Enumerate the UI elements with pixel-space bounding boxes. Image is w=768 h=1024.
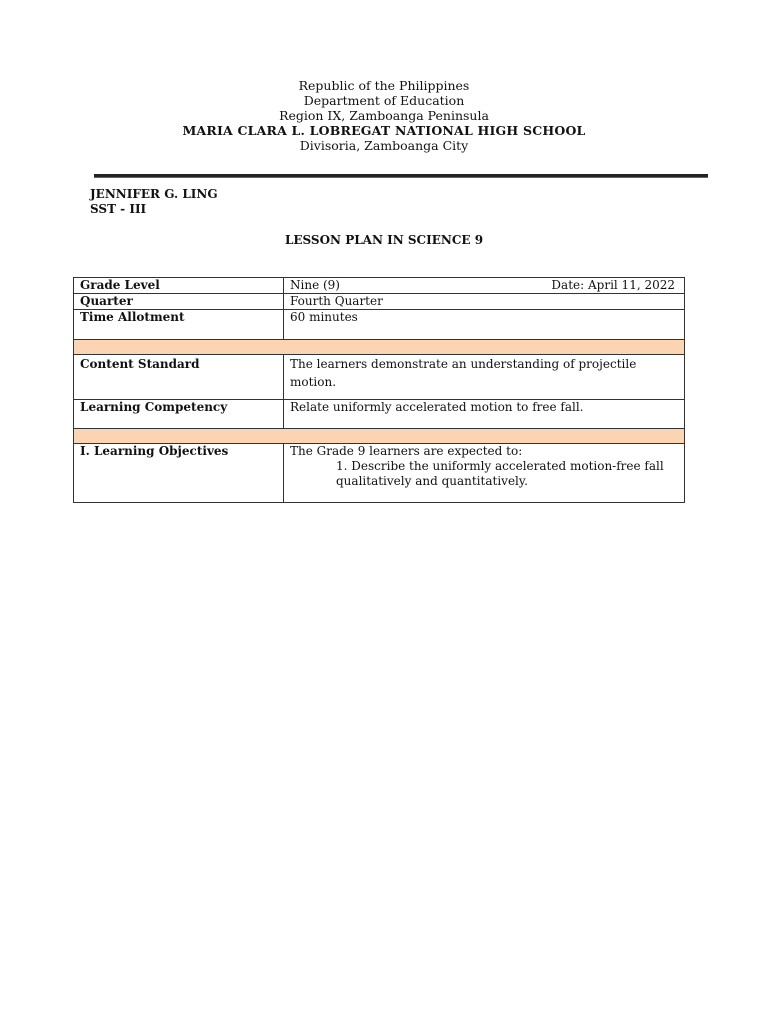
header-department: Department of Education: [303, 93, 465, 108]
quarter-value: Fourth Quarter: [284, 294, 685, 310]
content-standard-label: [74, 355, 284, 400]
lesson-date: Date: April 11, 2022: [551, 278, 675, 292]
lesson-plan-title: LESSON PLAN IN SCIENCE 9: [284, 233, 484, 247]
section-band-cell: [74, 340, 685, 355]
header-divider: [94, 174, 708, 177]
learning-objectives-cell: [284, 444, 685, 503]
lesson-plan-table: [73, 277, 685, 503]
author-name: JENNIFER G. LING: [90, 187, 218, 201]
objective-item: 1. Describe the uniformly accelerated motion-free fall: [336, 459, 664, 473]
learning-competency-label: Learning Competency: [74, 400, 284, 429]
grade-level-value: Nine (9): [290, 278, 340, 292]
objective-item-continued: qualitatively and quantitatively.: [336, 474, 528, 488]
quarter-label: Quarter: [74, 294, 284, 310]
objectives-intro: The Grade 9 learners are expected to:: [290, 444, 523, 458]
header-school-name: MARIA CLARA L. LOBREGAT NATIONAL HIGH SCHOOL: [182, 123, 586, 138]
section-band: [74, 340, 685, 355]
header-region: Region IX, Zamboanga Peninsula: [279, 108, 489, 123]
author-block: [90, 187, 218, 217]
time-allotment-value: 60 minutes: [284, 310, 685, 340]
content-standard-cell: [284, 355, 685, 400]
section-band-cell: [74, 429, 685, 444]
table-row: [74, 310, 685, 340]
table-row: [74, 278, 685, 294]
author-position: SST - III: [90, 202, 147, 216]
learning-objectives-label: I. Learning Objectives: [74, 444, 284, 503]
header-location: Divisoria, Zamboanga City: [299, 138, 469, 153]
table-row: [74, 294, 685, 310]
time-allotment-label: Time Allotment: [74, 310, 284, 340]
section-band: [74, 429, 685, 444]
content-standard-label-text: Content Standard: [80, 357, 200, 371]
grade-level-label: Grade Level: [74, 278, 284, 294]
learning-competency-value: Relate uniformly accelerated motion to free fall.: [284, 400, 685, 429]
table-row: [74, 400, 685, 429]
header-republic: Republic of the Philippines: [298, 78, 470, 93]
content-standard-value: The learners demonstrate an understanding of projectile motion.: [290, 357, 637, 389]
table-row: [74, 355, 685, 400]
grade-level-cell: [284, 278, 685, 294]
document-header: [0, 78, 768, 153]
table-row: [74, 444, 685, 503]
